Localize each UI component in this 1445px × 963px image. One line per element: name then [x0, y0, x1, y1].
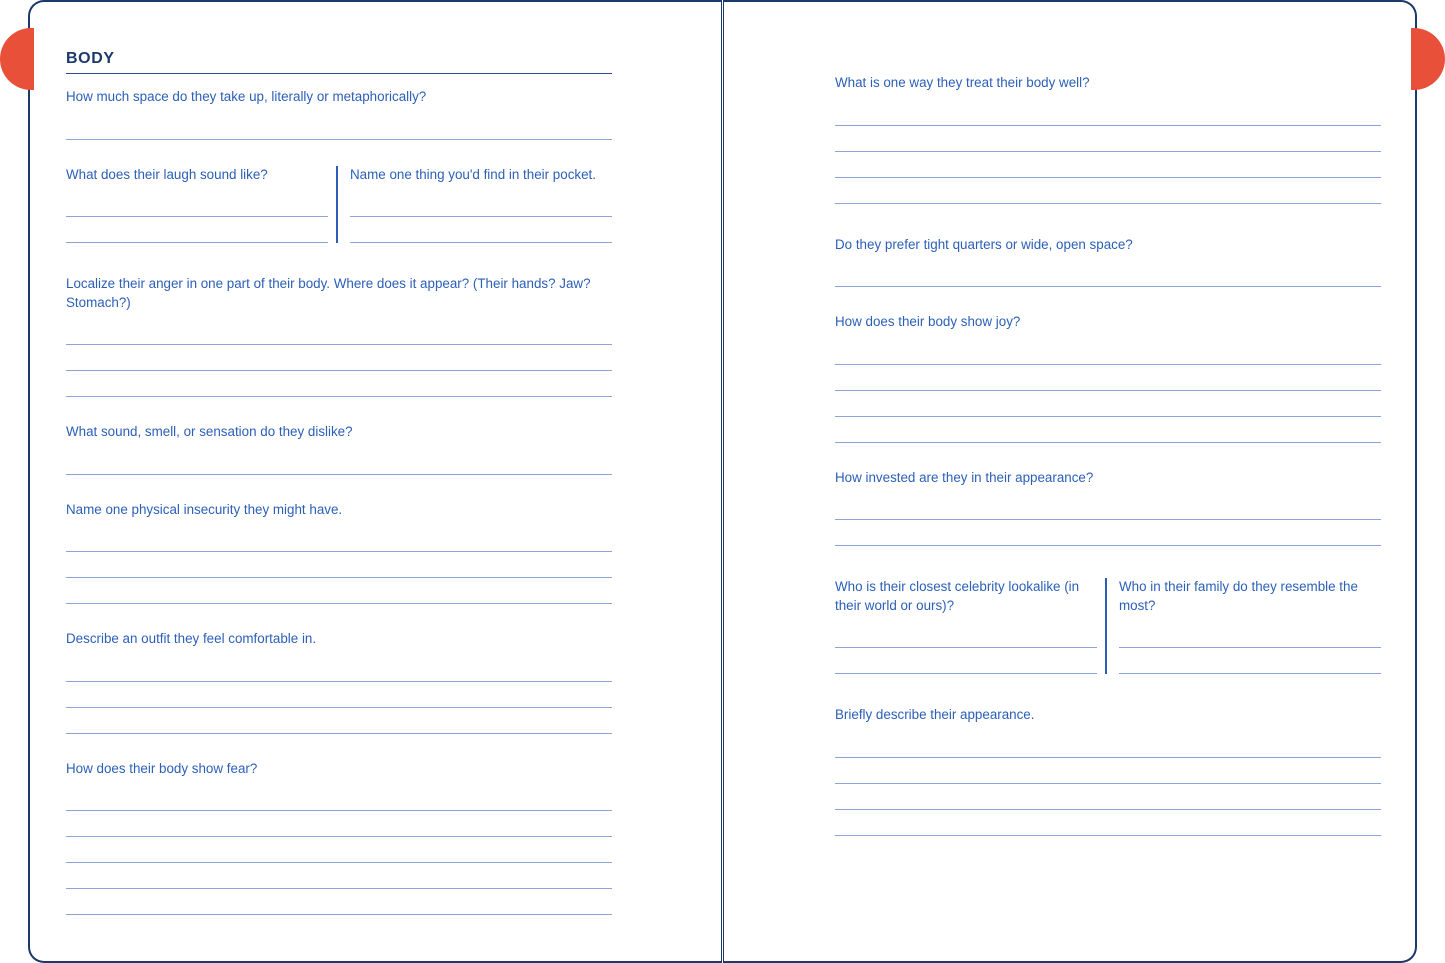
- column-divider: [336, 166, 338, 244]
- answer-line[interactable]: [835, 520, 1381, 546]
- answer-line[interactable]: [66, 217, 328, 243]
- answer-line[interactable]: [835, 391, 1381, 417]
- prompt-half-left: [66, 166, 328, 244]
- answer-line[interactable]: [835, 152, 1381, 178]
- answer-line[interactable]: [66, 889, 612, 915]
- answer-line[interactable]: [66, 319, 612, 345]
- answer-lines[interactable]: [66, 191, 328, 243]
- answer-line[interactable]: [835, 126, 1381, 152]
- prompt-block: [835, 706, 1381, 836]
- answer-line[interactable]: [835, 732, 1381, 758]
- prompt-question: How much space do they take up, literally or metaphorically?: [66, 89, 427, 104]
- answer-lines[interactable]: [66, 449, 612, 475]
- title-divider: [66, 73, 612, 74]
- prompt-question: What does their laugh sound like?: [66, 166, 268, 182]
- right-column: [835, 0, 1381, 848]
- prompt-block: [66, 630, 612, 734]
- prompt-question: What is one way they treat their body well?: [835, 75, 1090, 90]
- prompt-block: [835, 469, 1381, 547]
- prompt-half-right: [350, 166, 612, 244]
- answer-line[interactable]: [835, 365, 1381, 391]
- prompt-block-split: [66, 166, 612, 244]
- answer-lines[interactable]: [66, 114, 612, 140]
- answer-line[interactable]: [66, 863, 612, 889]
- answer-lines[interactable]: [835, 732, 1381, 836]
- answer-lines[interactable]: [66, 526, 612, 604]
- answer-line[interactable]: [66, 371, 612, 397]
- prompt-half-left: [835, 578, 1097, 674]
- answer-lines[interactable]: [1119, 622, 1381, 674]
- answer-lines[interactable]: [350, 191, 612, 243]
- answer-line[interactable]: [1119, 648, 1381, 674]
- answer-lines[interactable]: [835, 494, 1381, 546]
- answer-line[interactable]: [1119, 622, 1381, 648]
- answer-line[interactable]: [66, 114, 612, 140]
- answer-line[interactable]: [835, 648, 1097, 674]
- column-divider: [1105, 578, 1107, 674]
- answer-line[interactable]: [66, 345, 612, 371]
- prompt-block-split: [835, 578, 1381, 674]
- answer-lines[interactable]: [66, 319, 612, 397]
- answer-line[interactable]: [835, 784, 1381, 810]
- answer-lines[interactable]: [66, 656, 612, 734]
- answer-lines[interactable]: [835, 100, 1381, 204]
- prompt-question: How does their body show joy?: [835, 314, 1021, 329]
- prompt-block: [66, 423, 612, 475]
- prompt-question: How does their body show fear?: [66, 760, 258, 776]
- answer-lines[interactable]: [66, 785, 612, 915]
- prompt-question: Name one physical insecurity they might have.: [66, 501, 343, 517]
- prompt-question: Briefly describe their appearance.: [835, 707, 1035, 722]
- answer-line[interactable]: [66, 811, 612, 837]
- prompt-half-right: [1119, 578, 1381, 674]
- left-column: [66, 0, 612, 927]
- answer-line[interactable]: [835, 339, 1381, 365]
- prompt-question: Who in their family do they resemble the most?: [1119, 579, 1358, 613]
- answer-line[interactable]: [835, 178, 1381, 204]
- answer-line[interactable]: [835, 494, 1381, 520]
- answer-line[interactable]: [835, 100, 1381, 126]
- answer-lines[interactable]: [835, 622, 1097, 674]
- prompt-question: Describe an outfit they feel comfortable in.: [66, 631, 317, 646]
- page-title: BODY: [66, 50, 115, 67]
- answer-line[interactable]: [66, 785, 612, 811]
- answer-line[interactable]: [350, 191, 612, 217]
- prompt-question: Do they prefer tight quarters or wide, open space?: [835, 236, 1133, 252]
- prompt-question: Name one thing you'd find in their pocket.: [350, 166, 596, 182]
- prompt-block: [835, 313, 1381, 443]
- answer-line[interactable]: [66, 682, 612, 708]
- answer-line[interactable]: [835, 261, 1381, 287]
- prompt-block: [66, 88, 612, 140]
- prompt-block: [835, 74, 1381, 204]
- answer-line[interactable]: [66, 578, 612, 604]
- answer-line[interactable]: [66, 526, 612, 552]
- answer-line[interactable]: [66, 837, 612, 863]
- answer-line[interactable]: [66, 656, 612, 682]
- answer-line[interactable]: [66, 191, 328, 217]
- prompt-block: [835, 236, 1381, 288]
- answer-line[interactable]: [66, 449, 612, 475]
- prompt-block: [66, 501, 612, 605]
- prompt-question: How invested are they in their appearance?: [835, 469, 1094, 485]
- prompt-question: Who is their closest celebrity lookalike (in their world or ours)?: [835, 579, 1080, 613]
- prompt-block: [66, 275, 612, 397]
- prompt-question: What sound, smell, or sensation do they dislike?: [66, 424, 353, 439]
- prompt-block: [66, 760, 612, 916]
- answer-line[interactable]: [835, 622, 1097, 648]
- answer-line[interactable]: [835, 417, 1381, 443]
- prompt-question: Localize their anger in one part of their body. Where does it appear? (Their hands? Jaw? Stomach?): [66, 276, 591, 310]
- answer-line[interactable]: [835, 810, 1381, 836]
- answer-lines[interactable]: [835, 261, 1381, 287]
- answer-line[interactable]: [350, 217, 612, 243]
- answer-line[interactable]: [66, 552, 612, 578]
- answer-line[interactable]: [835, 758, 1381, 784]
- answer-lines[interactable]: [835, 339, 1381, 443]
- answer-line[interactable]: [66, 708, 612, 734]
